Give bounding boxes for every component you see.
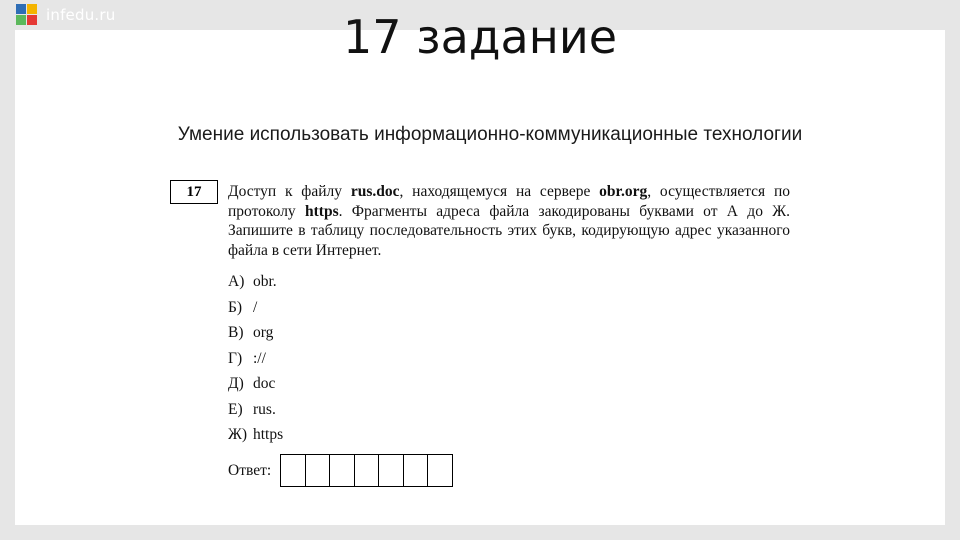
options-list bbox=[228, 272, 283, 451]
option-letter: Б) bbox=[228, 298, 243, 316]
task-file-name: rus.doc bbox=[350, 183, 400, 200]
option-value: rus. bbox=[253, 400, 276, 418]
option-a bbox=[228, 272, 283, 298]
option-value: https bbox=[253, 426, 284, 443]
task-text-part: , находящемуся на сервере bbox=[399, 183, 600, 200]
option-value: obr. bbox=[253, 273, 277, 290]
answer-grid bbox=[280, 454, 453, 487]
page-title: 17 задание bbox=[342, 10, 618, 64]
option-value: :// bbox=[253, 349, 266, 367]
option-e bbox=[228, 400, 283, 426]
option-value: doc bbox=[253, 375, 276, 392]
page-subtitle: Умение использовать информационно-коммуникационные технологии bbox=[177, 124, 803, 145]
answer-row bbox=[228, 454, 453, 487]
slide-canvas bbox=[15, 30, 945, 525]
option-zh bbox=[228, 425, 283, 451]
option-g bbox=[228, 349, 283, 375]
option-d bbox=[228, 374, 283, 400]
answer-cell[interactable] bbox=[378, 455, 403, 486]
answer-cell[interactable] bbox=[427, 455, 452, 486]
answer-cell[interactable] bbox=[305, 455, 330, 486]
answer-cell[interactable] bbox=[281, 455, 305, 486]
option-v bbox=[228, 323, 283, 349]
task-protocol-name: https bbox=[305, 202, 339, 220]
option-value: org bbox=[253, 324, 274, 341]
task-text-part: Доступ к файлу bbox=[228, 183, 351, 200]
task-number-box: 17 bbox=[170, 180, 218, 204]
option-letter: Ж) bbox=[228, 426, 248, 443]
option-letter: Г) bbox=[228, 349, 243, 367]
answer-cell[interactable] bbox=[354, 455, 379, 486]
logo-text: infedu.ru bbox=[46, 6, 116, 24]
task-text-part: , осуществляется по протоколу bbox=[228, 183, 791, 220]
option-letter: Е) bbox=[228, 400, 243, 418]
task-text-part: . Фрагменты адреса файла закодированы буквами от А до Ж. Запишите в таблицу последовательность этих букв, кодирующую адрес указанного файла в сети Интернет. bbox=[228, 202, 791, 259]
answer-label: Ответ: bbox=[228, 461, 272, 479]
option-letter: В) bbox=[228, 324, 244, 341]
option-value: / bbox=[253, 298, 258, 316]
option-letter: Д) bbox=[228, 375, 244, 392]
answer-cell[interactable] bbox=[329, 455, 354, 486]
option-letter: А) bbox=[228, 273, 245, 290]
answer-cell[interactable] bbox=[403, 455, 428, 486]
task-statement bbox=[228, 182, 790, 260]
option-b bbox=[228, 298, 283, 324]
task-server-name: obr.org bbox=[599, 183, 648, 200]
